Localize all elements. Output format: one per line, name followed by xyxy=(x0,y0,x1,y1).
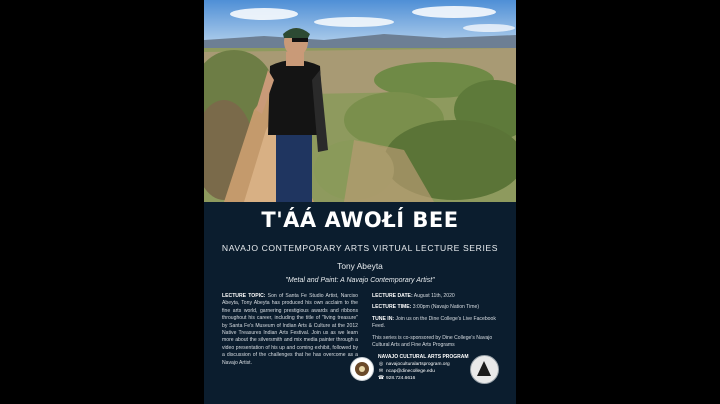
tunein-label: TUNE IN: xyxy=(372,315,395,322)
artist-photo xyxy=(204,0,516,202)
phone-number: 928.724.6616 xyxy=(386,376,416,381)
poster-subtitle: NAVAJO CONTEMPORARY ARTS VIRTUAL LECTURE SERIES xyxy=(221,243,499,253)
lecture-time xyxy=(372,304,502,311)
tunein-value: Join us on the Dine College's Live Facebook Feed. xyxy=(372,315,496,330)
talk-title: "Metal and Paint: A Navajo Contemporary Artist" xyxy=(285,277,435,284)
topic-label: LECTURE TOPIC: xyxy=(222,293,266,299)
globe-icon: ◎ xyxy=(378,361,384,367)
cosponsor-text: This series is co-sponsored by Dine College's Navajo Cultural Arts and Fine Arts Programs xyxy=(372,334,493,349)
website-link[interactable]: navajoculturalartsprogram.org xyxy=(386,362,450,367)
topic-text: Son of Santa Fe Studio Artist, Narciso Abeyta, Tony Abeyta has produced his own acclaim to the fine arts world, garnering prestigious awards and ribbons throughout his career, including the title of "living treasure" by Santa Fe's Museum of Indian Arts & Culture at the 2012 Native Treasures Indian Arts Festival. Join us as we learn more about the silversmith and mix media painter through a video presentation of his up and coming exhibit, followed by a discussion of the challenges that he has overcome as a Navajo Artist. xyxy=(222,293,358,366)
time-label: LECTURE TIME: xyxy=(372,304,412,311)
dine-college-seal-icon xyxy=(470,355,499,384)
lecture-details-block xyxy=(372,293,502,349)
date-label: LECTURE DATE: xyxy=(372,293,413,299)
phone-icon: ☎ xyxy=(378,375,385,381)
email-link[interactable]: ncap@dinecollege.edu xyxy=(386,369,435,374)
tune-in xyxy=(372,316,502,331)
lecture-date xyxy=(372,293,502,300)
lecture-topic-block xyxy=(222,293,358,367)
poster-title: T'ÁÁ AWOŁÍ BEE xyxy=(261,208,459,232)
mail-icon: ✉ xyxy=(378,368,384,374)
speaker-name: Tony Abeyta xyxy=(337,261,383,271)
time-value: 3:00pm (Navajo Nation Time) xyxy=(412,304,480,311)
navajo-nation-seal-icon xyxy=(350,357,374,381)
lecture-poster xyxy=(204,0,516,404)
program-title: NAVAJO CULTURAL ARTS PROGRAM xyxy=(378,354,469,360)
date-value: August 11th, 2020 xyxy=(413,293,455,299)
